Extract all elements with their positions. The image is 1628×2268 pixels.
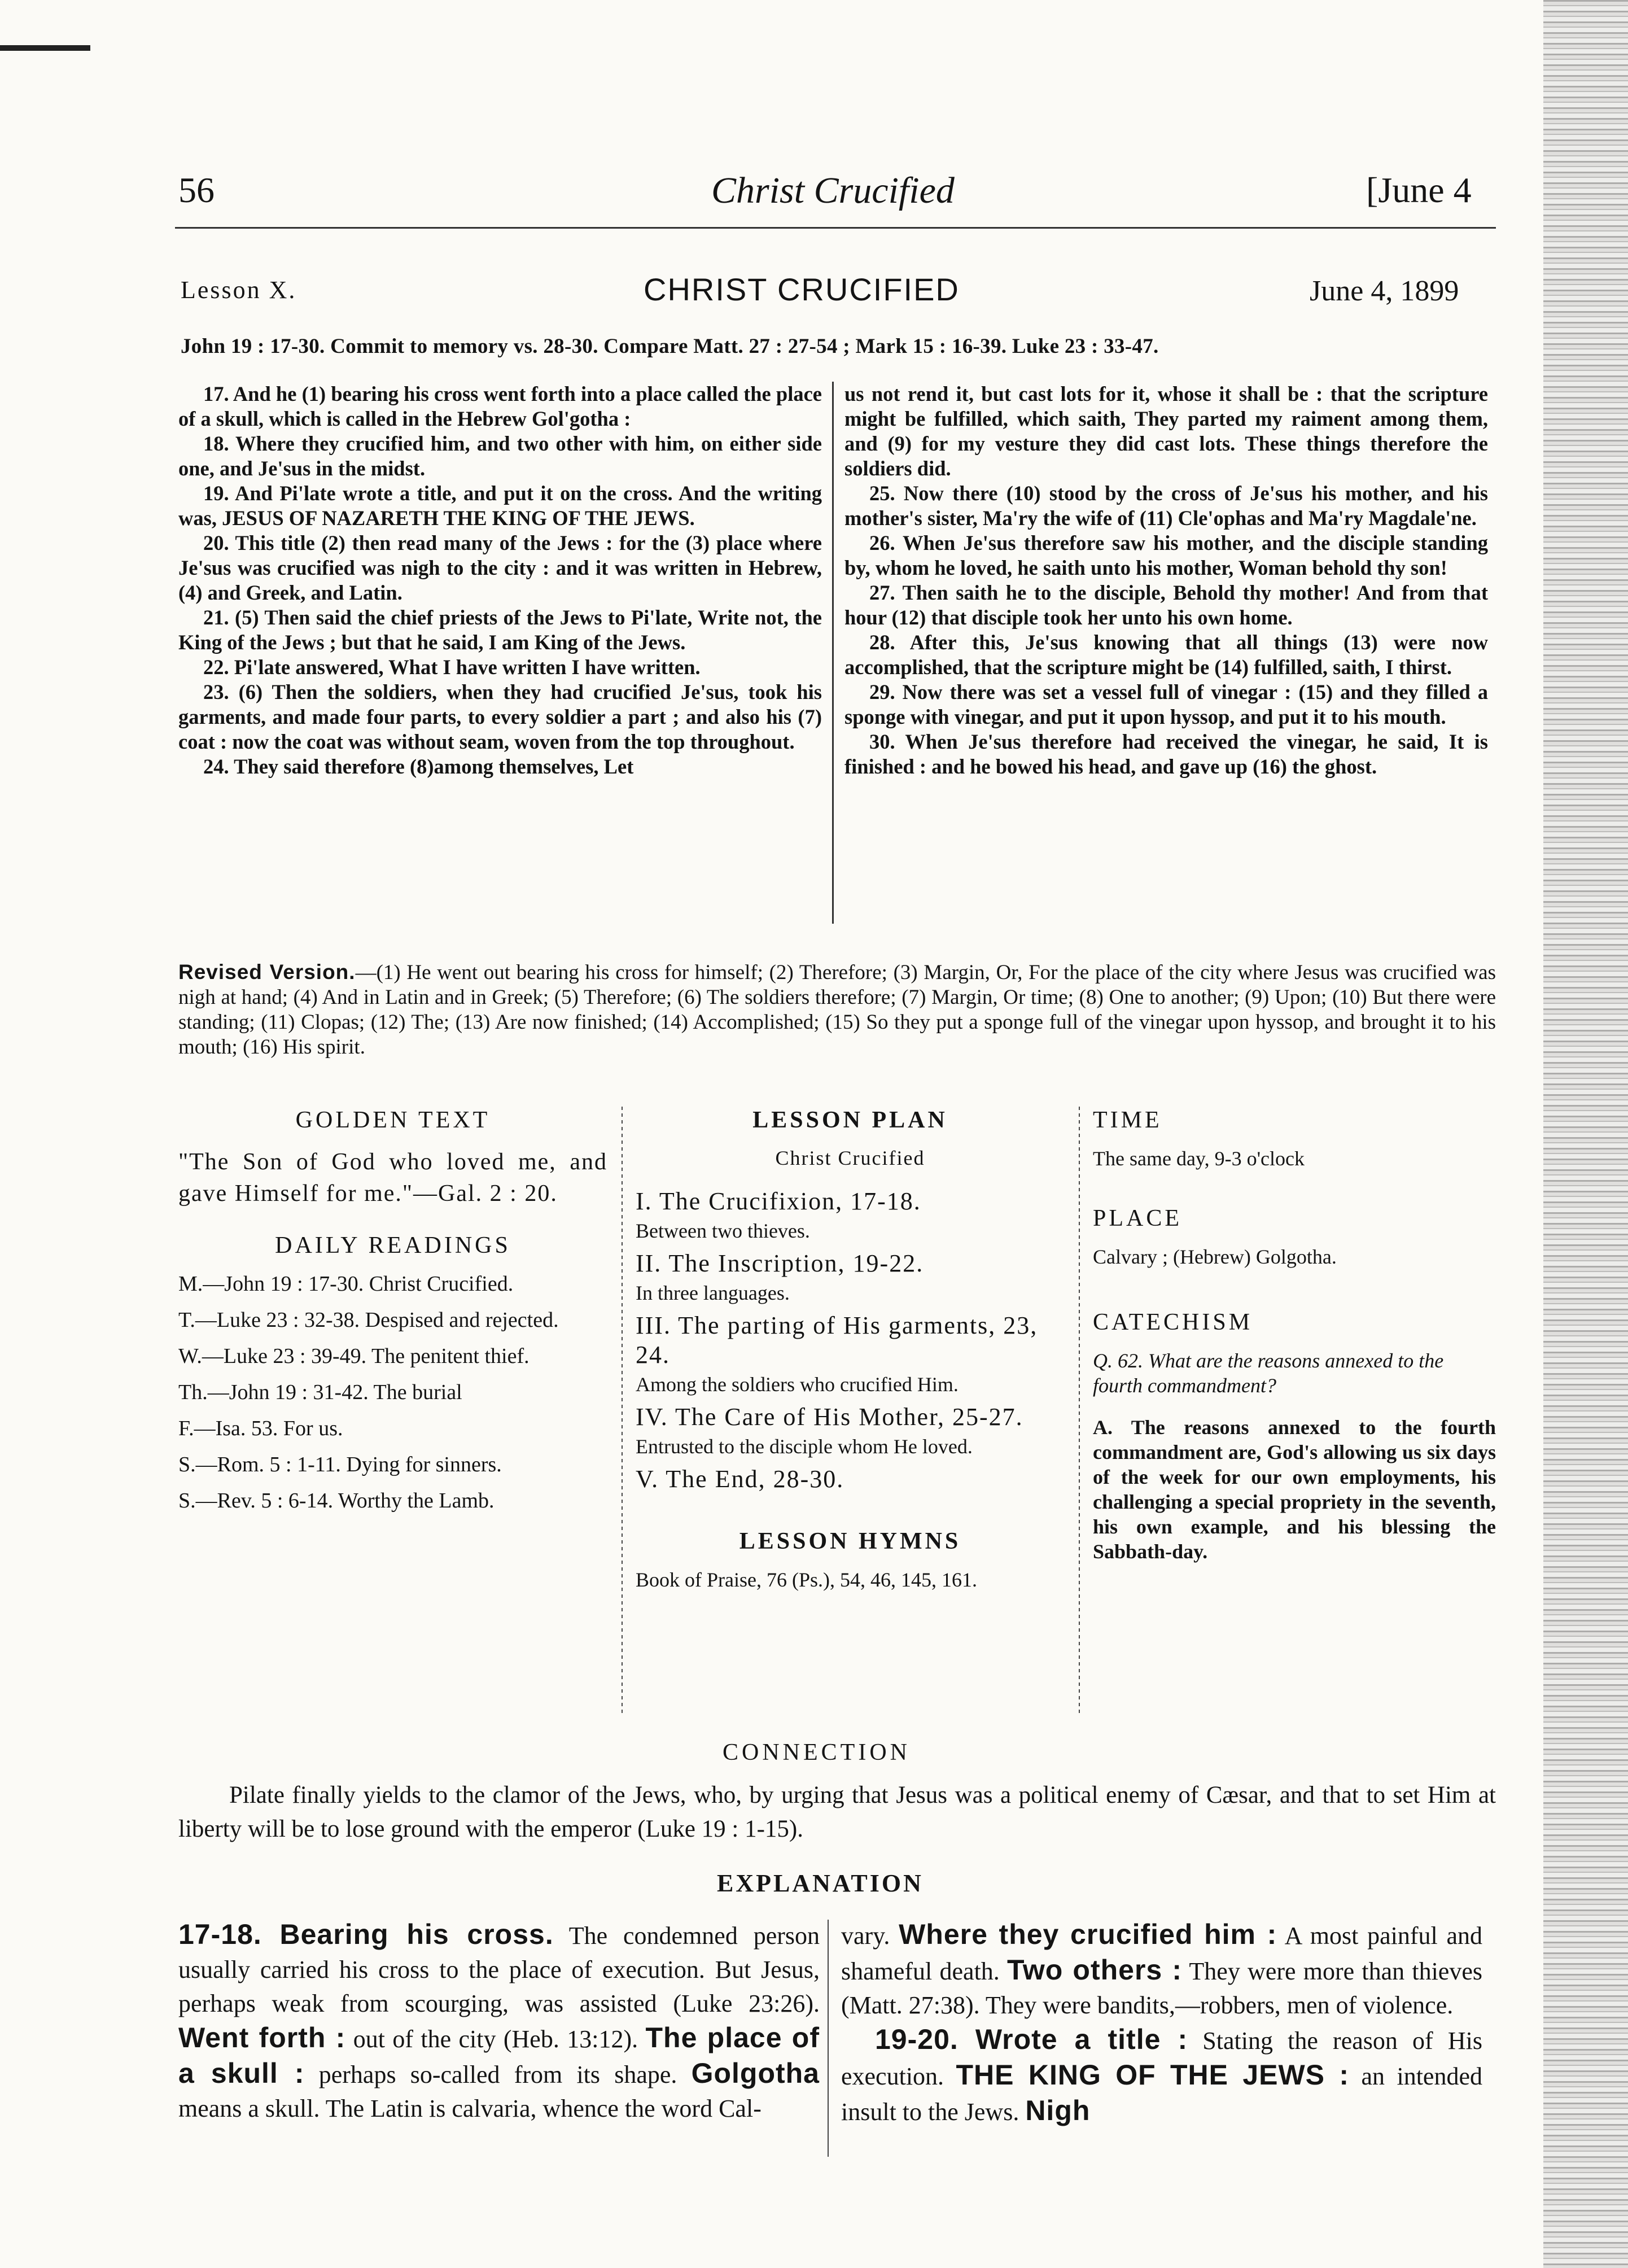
- golden-text-column: [178, 1107, 607, 1524]
- column-divider: [832, 382, 834, 924]
- verse: 19. And Pi'late wrote a title, and put it on the cross. And the writing was, JESUS OF NAZARETH THE KING OF THE JEWS.: [178, 482, 822, 530]
- plan-item-title: V. The End, 28-30.: [636, 1465, 844, 1493]
- keyword: Went forth :: [178, 2022, 346, 2053]
- explanation-text: an intended insult to the Jews.: [841, 2062, 1482, 2126]
- keyword: The place of a skull :: [178, 2022, 820, 2089]
- plan-item-note: Among the soldiers who crucified Him.: [636, 1373, 959, 1396]
- lesson-title: CHRIST CRUCIFIED: [644, 272, 960, 307]
- plan-item-title: I. The Crucifixion, 17-18.: [636, 1187, 921, 1215]
- lesson-helps: [178, 1107, 1496, 1716]
- explanation-heading: EXPLANATION: [717, 1869, 924, 1897]
- column-divider: [1079, 1107, 1080, 1716]
- lesson-date: June 4, 1899: [1310, 275, 1459, 307]
- header-rule: [175, 227, 1496, 229]
- connection-heading: CONNECTION: [723, 1740, 911, 1766]
- keyword: Nigh: [1025, 2095, 1091, 2126]
- plan-item-note: Entrusted to the disciple whom He loved.: [636, 1435, 973, 1458]
- keyword: Two others :: [1007, 1954, 1182, 1986]
- reading-item: F.—Isa. 53. For us.: [178, 1417, 343, 1440]
- verse: us not rend it, but cast lots for it, whose it shall be : that the scripture might be fulfilled, which saith, They parted my raiment among them, and (9) for my vesture they did cast lots. These things therefore the soldiers did.: [844, 382, 1488, 480]
- connection-text: Pilate finally yields to the clamor of the Jews, who, by urging that Jesus was a political enemy of Cæsar, and that to set Him at liberty will be to lose ground with the emperor (Luke 19 : 1-15).: [178, 1782, 1496, 1842]
- plan-item-title: IV. The Care of His Mother, 25-27.: [636, 1403, 1023, 1431]
- scan-edge-shadow: [1543, 0, 1628, 2268]
- explanation-text: means a skull. The Latin is calvaria, whence the word Cal-: [178, 2095, 762, 2122]
- verse: 26. When Je'sus therefore saw his mother, and the disciple standing by, whom he loved, he saith unto his mother, Woman behold thy son!: [844, 531, 1488, 579]
- scripture-left-column: [178, 382, 822, 779]
- explanation-text: perhaps so-called from its shape.: [304, 2061, 692, 2088]
- keyword: 19-20. Wrote a title :: [875, 2024, 1188, 2055]
- verse: 23. (6) Then the soldiers, when they had crucified Je'sus, took his garments, and made four parts, to every soldier a part ; and also his (7) coat : now the coat was without seam, woven from the top throughout.: [178, 680, 822, 753]
- lesson-number: Lesson X.: [181, 276, 297, 304]
- plan-item-note: Between two thieves.: [636, 1220, 810, 1242]
- verse: 24. They said therefore (8)among themselves, Let: [203, 755, 634, 778]
- place-heading: PLACE: [1093, 1205, 1183, 1231]
- explanation-right-column: [841, 1917, 1482, 2129]
- explanation-text: They were more than thieves (Matt. 27:38). They were bandits,—robbers, men of violence.: [841, 1957, 1482, 2019]
- verse: 25. Now there (10) stood by the cross of Je'sus his mother, and his mother's sister, Ma'ry the wife of (11) Cle'ophas and Ma'ry Magdale'ne.: [844, 482, 1488, 530]
- scripture-passage: [178, 382, 1496, 924]
- verse: 17. And he (1) bearing his cross went forth into a place called the place of a skull, which is called in the Hebrew Gol'gotha :: [178, 382, 822, 430]
- time-text: The same day, 9-3 o'clock: [1093, 1147, 1305, 1170]
- keyword: Where they crucified him :: [899, 1919, 1277, 1950]
- reading-item: W.—Luke 23 : 39-49. The penitent thief.: [178, 1344, 529, 1368]
- scripture-reference: John 19 : 17-30. Commit to memory vs. 28-30. Compare Matt. 27 : 27-54 ; Mark 15 : 16-39. Luke 23 : 33-47.: [181, 335, 1159, 358]
- verse: 30. When Je'sus therefore had received the vinegar, he said, It is finished : and he bowed his head, and gave up (16) the ghost.: [844, 730, 1488, 778]
- revised-version-text: —(1) He went out bearing his cross for himself; (2) Therefore; (3) Margin, Or, For the place of the city where Jesus was crucified was nigh at hand; (4) And in Latin and in Greek; (5) Therefore; (6) The soldiers therefore; (7) Margin, Or time; (8) One to another; (9) Upon; (10) But there were standing; (11) Clopas; (12) The; (13) Are now finished; (14) Accomplished; (15) So they put a sponge full of the vinegar upon hyssop, and brought it to his mouth; (16) His spirit.: [178, 961, 1496, 1059]
- lesson-hymns-text: Book of Praise, 76 (Ps.), 54, 46, 145, 161.: [636, 1568, 977, 1591]
- reading-item: Th.—John 19 : 31-42. The burial: [178, 1380, 462, 1404]
- column-divider: [828, 1920, 829, 2157]
- verse: 27. Then saith he to the disciple, Behold thy mother! And from that hour (12) that disciple took her unto his own home.: [844, 581, 1488, 629]
- time-heading: TIME: [1093, 1107, 1162, 1133]
- verse: 22. Pi'late answered, What I have written I have written.: [203, 656, 701, 679]
- catechism-heading: CATECHISM: [1093, 1309, 1253, 1335]
- golden-text-heading: GOLDEN TEXT: [295, 1107, 491, 1133]
- explanation-text: out of the city (Heb. 13:12).: [345, 2025, 646, 2053]
- reading-item: T.—Luke 23 : 32-38. Despised and rejected.: [178, 1308, 559, 1332]
- reading-item: M.—John 19 : 17-30. Christ Crucified.: [178, 1272, 514, 1296]
- keyword: Golgotha: [691, 2057, 820, 2089]
- column-divider: [622, 1107, 623, 1716]
- revised-version-label: Revised Version.: [178, 960, 356, 984]
- plan-item-note: In three languages.: [636, 1282, 790, 1304]
- keyword: 17-18. Bearing his cross.: [178, 1919, 554, 1950]
- running-date: [June 4: [1366, 170, 1472, 210]
- lesson-plan-column: [636, 1107, 1065, 1598]
- reading-item: S.—Rom. 5 : 1-11. Dying for sinners.: [178, 1453, 502, 1476]
- verse: 29. Now there was set a vessel full of vinegar : (15) and they filled a sponge with vinegar, and put it upon hyssop, and put it to his mouth.: [844, 680, 1488, 728]
- page-number: 56: [178, 170, 215, 210]
- daily-readings-heading: DAILY READINGS: [275, 1233, 511, 1258]
- keyword: THE KING OF THE JEWS :: [956, 2059, 1350, 2091]
- explanation-text: Stating the reason of His execution.: [841, 2027, 1482, 2090]
- scripture-right-column: [844, 382, 1488, 779]
- plan-item-title: III. The parting of His garments, 23, 24.: [636, 1312, 1038, 1369]
- lesson-plan-heading: LESSON PLAN: [752, 1107, 948, 1133]
- catechism-question: Q. 62. What are the reasons annexed to the fourth commandment?: [1093, 1349, 1444, 1397]
- explanation-text: A most painful and shameful death.: [841, 1922, 1482, 1985]
- golden-text: "The Son of God who loved me, and gave Himself for me."—Gal. 2 : 20.: [178, 1149, 607, 1207]
- catechism-answer: A. The reasons annexed to the fourth commandment are, God's allowing us six days of the week for our own employments, his challenging a special propriety in the seventh, his own example, and his blessing the Sabbath-day.: [1093, 1416, 1496, 1563]
- verse: 28. After this, Je'sus knowing that all things (13) were now accomplished, that the scripture might be (14) fulfilled, saith, I thirst.: [844, 631, 1488, 679]
- explanation-text: vary.: [841, 1922, 899, 1950]
- verse: 20. This title (2) then read many of the Jews : for the (3) place where Je'sus was crucified was nigh to the city : and it was written in Hebrew, (4) and Greek, and Latin.: [178, 531, 822, 604]
- plan-item-title: II. The Inscription, 19-22.: [636, 1249, 924, 1277]
- corner-rule: [0, 45, 90, 51]
- revised-version-notes: [178, 960, 1496, 1060]
- explanation-left-column: [178, 1917, 820, 2126]
- place-text: Calvary ; (Hebrew) Golgotha.: [1093, 1246, 1337, 1268]
- verse: 18. Where they crucified him, and two other with him, on either side one, and Je'sus in the midst.: [178, 432, 822, 480]
- explanation-text: The condemned person usually carried his cross to the place of execution. But Jesus, perhaps weak from scourging, was assisted (Luke 23:26).: [178, 1922, 820, 2017]
- lesson-hymns-heading: LESSON HYMNS: [739, 1528, 961, 1554]
- time-place-catechism-column: [1093, 1107, 1496, 1570]
- reading-item: S.—Rev. 5 : 6-14. Worthy the Lamb.: [178, 1489, 494, 1513]
- running-title: Christ Crucified: [711, 170, 955, 211]
- verse: 21. (5) Then said the chief priests of the Jews to Pi'late, Write not, the King of the Jews ; but that he said, I am King of the Jews.: [178, 606, 822, 654]
- lesson-plan-subheading: Christ Crucified: [775, 1147, 925, 1169]
